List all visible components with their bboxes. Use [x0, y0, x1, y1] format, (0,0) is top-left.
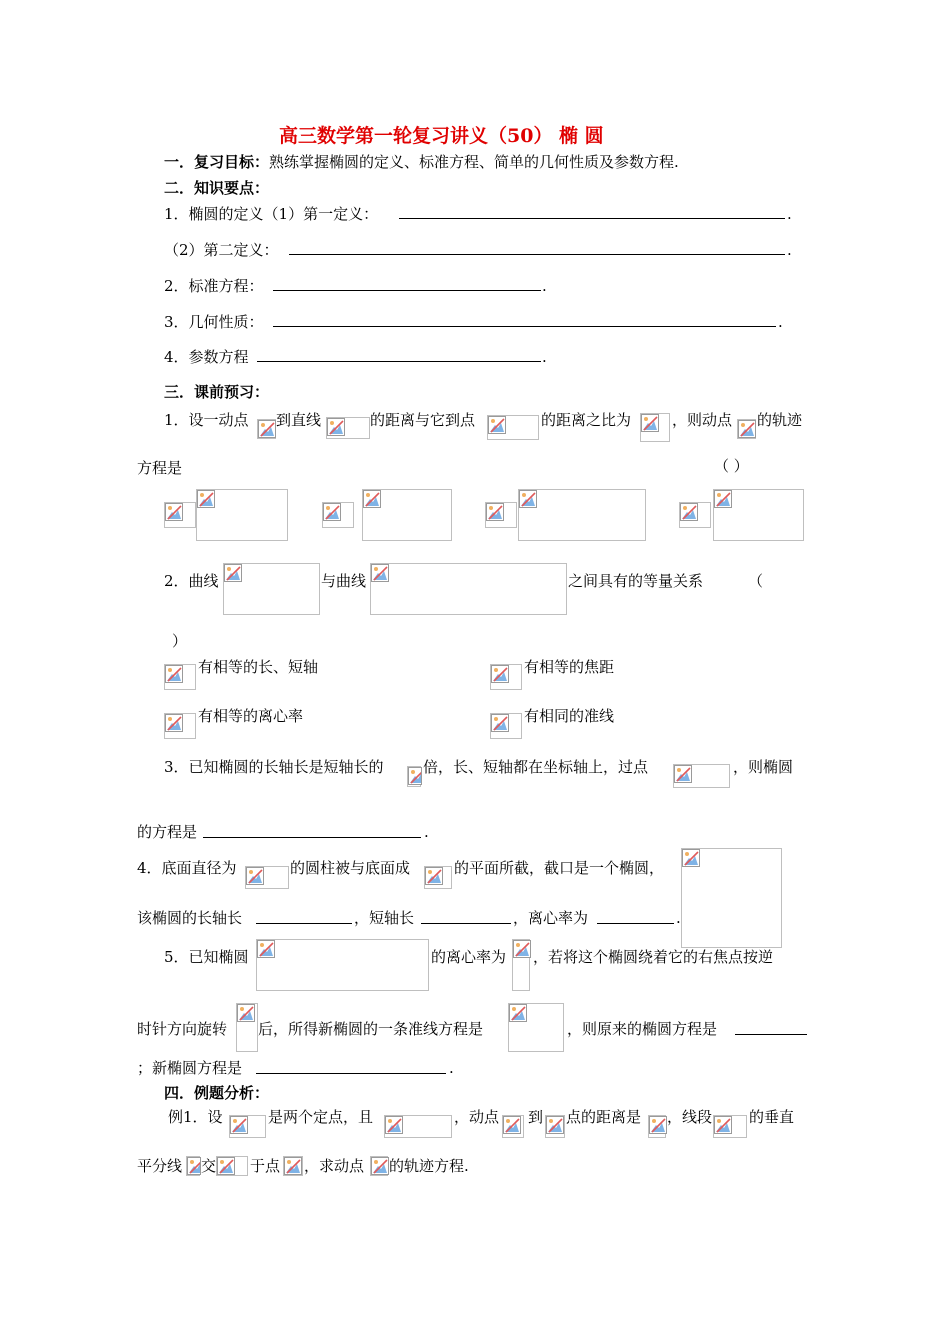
q2-text: 2．曲线 [164, 572, 219, 590]
period: . [778, 313, 783, 331]
q5-text: ，则原来的椭圆方程是 [567, 1020, 718, 1038]
q5-text: 时针方向旋转 [137, 1020, 228, 1038]
q1-text: 的距离与它到点 [370, 411, 476, 429]
broken-image-icon [322, 502, 354, 528]
fill-blank[interactable] [735, 1034, 807, 1035]
fill-blank[interactable] [289, 254, 785, 255]
fill-blank[interactable] [597, 923, 674, 924]
broken-image-icon [236, 1003, 258, 1052]
ex1-text: 平分线 [137, 1157, 183, 1175]
broken-image-icon [186, 1156, 200, 1176]
broken-image-icon [370, 1156, 388, 1176]
option-c: 有相等的离心率 [198, 707, 304, 725]
q1-text: 到直线 [276, 411, 322, 429]
ex1-text: ，动点 [454, 1108, 500, 1126]
objective-text: 熟练掌握椭圆的定义、标准方程、简单的几何性质及参数方程. [269, 153, 679, 171]
option-a: 有相等的长、短轴 [198, 658, 319, 676]
ex1-text: ，求动点 [304, 1157, 365, 1175]
q4-text: 该椭圆的长轴长 [137, 909, 243, 927]
broken-image-icon [681, 848, 782, 948]
q1-text: 的轨迹 [757, 411, 803, 429]
ex1-text: 的垂直 [749, 1108, 795, 1126]
q4-text: 的圆柱被与底面成 [290, 859, 411, 877]
q3-text: 3．已知椭圆的长轴长是短轴长的 [164, 758, 384, 776]
q3-text: ，则椭圆 [733, 758, 794, 776]
q1-text: 的距离之比为 [541, 411, 632, 429]
item-parametric-equation: 4．参数方程 [164, 348, 249, 366]
item-first-definition: 1．椭圆的定义（1）第一定义： [164, 205, 379, 223]
period: . [424, 823, 429, 841]
broken-image-icon [673, 764, 730, 788]
broken-image-icon [229, 1115, 266, 1138]
answer-paren-close: ） [172, 632, 188, 650]
broken-image-icon [508, 1003, 564, 1052]
ex1-text: 的轨迹方程. [389, 1157, 469, 1175]
page-title: 高三数学第一轮复习讲义（50） 椭 圆 [279, 125, 604, 147]
q4-text: 4．底面直径为 [137, 859, 237, 877]
broken-image-icon [487, 415, 539, 440]
q1-text: ，则动点 [672, 411, 733, 429]
broken-image-icon [648, 1115, 666, 1138]
q4-text: 的平面所截，截口是一个椭圆， [454, 859, 665, 877]
fill-blank[interactable] [421, 923, 511, 924]
broken-image-icon [256, 939, 429, 991]
broken-image-icon [485, 502, 517, 528]
broken-image-icon [737, 419, 756, 439]
item-second-definition: （2）第二定义： [164, 241, 279, 259]
q4-text: ，离心率为 [513, 909, 589, 927]
section-heading: 二．知识要点： [164, 179, 270, 197]
ex1-text: 到 [528, 1108, 544, 1126]
fill-blank[interactable] [256, 1073, 446, 1074]
broken-image-icon [164, 502, 196, 528]
broken-image-icon [490, 713, 522, 739]
ex1-text: 例1．设 [168, 1108, 223, 1126]
section-heading: 三．课前预习： [164, 383, 270, 401]
q5-text: 后，所得新椭圆的一条准线方程是 [258, 1020, 484, 1038]
broken-image-icon [518, 489, 646, 541]
broken-image-icon [490, 664, 522, 690]
broken-image-icon [545, 1115, 565, 1138]
broken-image-icon [223, 563, 320, 615]
period: . [787, 205, 792, 223]
ex1-text: 交 [201, 1157, 217, 1175]
ex1-text: 点的距离是 [566, 1108, 642, 1126]
ex1-text: 是两个定点，且 [268, 1108, 374, 1126]
broken-image-icon [407, 766, 421, 787]
q1-text: 1．设一动点 [164, 411, 249, 429]
section-objectives [164, 152, 679, 172]
fill-blank[interactable] [273, 290, 541, 291]
broken-image-icon [164, 664, 196, 690]
item-standard-equation: 2．标准方程： [164, 277, 264, 295]
item-geometric-properties: 3．几何性质： [164, 313, 264, 331]
ex1-text: ，线段 [667, 1108, 713, 1126]
q5-text: 的离心率为 [431, 948, 507, 966]
broken-image-icon [713, 489, 804, 541]
answer-paren-open: （ [748, 572, 764, 590]
section-heading: 一．复习目标： [164, 153, 270, 171]
broken-image-icon [384, 1115, 452, 1138]
q5-text: 5．已知椭圆 [164, 948, 249, 966]
broken-image-icon [257, 419, 276, 439]
option-d: 有相同的准线 [524, 707, 615, 725]
broken-image-icon [679, 502, 711, 528]
fill-blank[interactable] [256, 923, 352, 924]
broken-image-icon [512, 939, 530, 991]
fill-blank[interactable] [203, 837, 421, 838]
broken-image-icon [502, 1115, 524, 1138]
period: . [449, 1059, 454, 1077]
q5-text: ；新椭圆方程是 [137, 1059, 243, 1077]
broken-image-icon [640, 413, 670, 442]
broken-image-icon [424, 866, 452, 889]
period: . [676, 909, 681, 927]
broken-image-icon [216, 1156, 248, 1176]
period: . [542, 277, 547, 295]
period: . [787, 241, 792, 259]
q1-text: 方程是 [137, 459, 183, 477]
ex1-text: 于点 [250, 1157, 281, 1175]
fill-blank[interactable] [273, 326, 776, 327]
q3-text: 的方程是 [137, 823, 198, 841]
broken-image-icon [283, 1156, 303, 1176]
broken-image-icon [196, 489, 288, 541]
fill-blank[interactable] [257, 361, 541, 362]
broken-image-icon [370, 563, 567, 615]
broken-image-icon [245, 866, 289, 889]
q2-text: 与曲线 [321, 572, 367, 590]
option-b: 有相等的焦距 [524, 658, 615, 676]
q4-text: ，短轴长 [354, 909, 415, 927]
broken-image-icon [713, 1115, 747, 1138]
broken-image-icon [164, 713, 196, 739]
q3-text: 倍，长、短轴都在坐标轴上，过点 [423, 758, 649, 776]
broken-image-icon [362, 489, 452, 541]
fill-blank[interactable] [399, 218, 785, 219]
q5-text: ，若将这个椭圆绕着它的右焦点按逆 [533, 948, 774, 966]
q2-text: 之间具有的等量关系 [568, 572, 704, 590]
broken-image-icon [326, 417, 370, 439]
answer-parentheses: （ ） [714, 457, 749, 475]
period: . [542, 348, 547, 366]
section-heading: 四．例题分析： [164, 1084, 270, 1102]
